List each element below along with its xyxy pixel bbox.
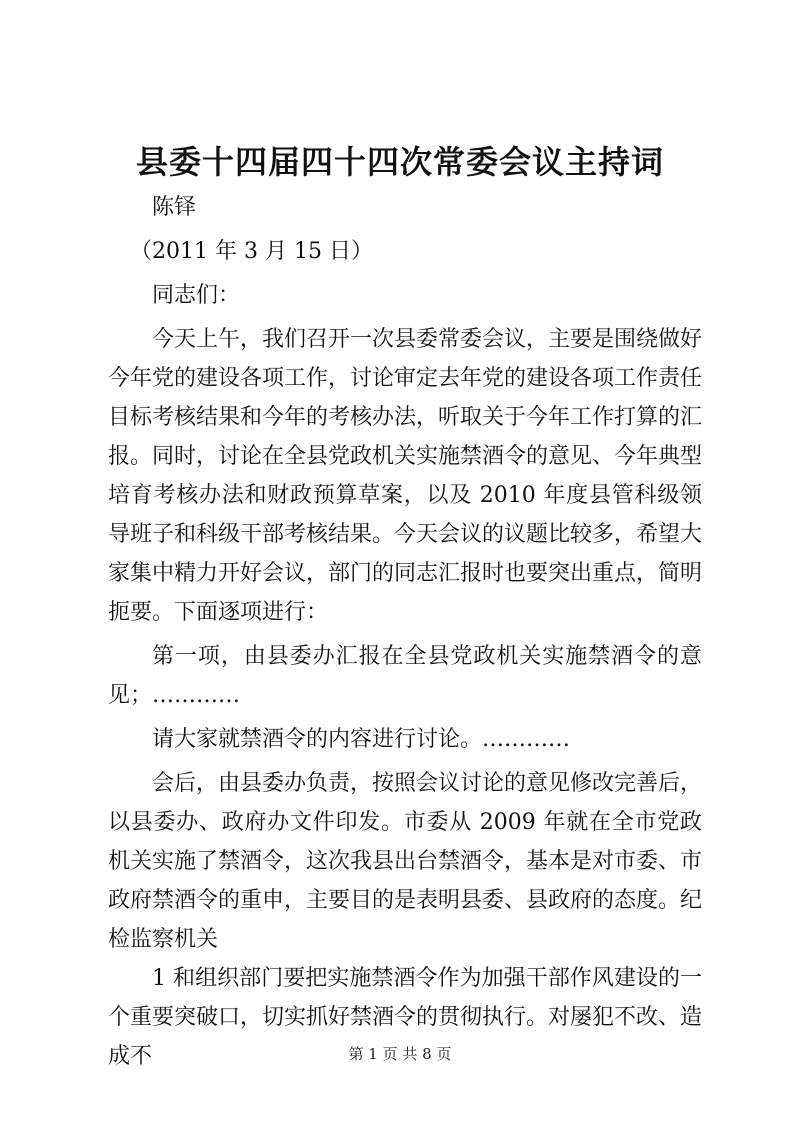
document-title: 县委十四届四十四次常委会议主持词 xyxy=(135,143,664,181)
author-line: 陈铎 xyxy=(152,195,197,220)
date-line: （2011 年 3 月 15 日） xyxy=(130,239,373,264)
paragraph-1: 今天上午，我们召开一次县委常委会议，主要是围绕做好今年党的建设各项工作，讨论审定去年党的建设各项工作责任目标考核结果和今年的考核办法，听取关于今年工作打算的汇报。同时，讨论在全县党政机关实施禁酒令的意见、今年典型培育考核办法和财政预算草案，以及 2010 年度县管科级领导班子和科级干部考核结果。今天会议的议题比较多，希望大家集中精力开好会议，部门的同志汇报时也要突出重点，简明扼要。下面逐项进行： xyxy=(108,327,703,625)
paragraph-5: 1 和组织部门要把实施禁酒令作为加强干部作风建设的一个重要突破口，切实抓好禁酒令的贯彻执行。对屡犯不改、造成不 xyxy=(108,966,703,1069)
salutation: 同志们： xyxy=(152,283,241,308)
paragraph-3: 请大家就禁酒令的内容进行讨论。………… xyxy=(152,727,571,752)
paragraph-2: 第一项，由县委办汇报在全县党政机关实施禁酒令的意见；………… xyxy=(108,644,702,708)
page-footer: 第 1 页 共 8 页 xyxy=(348,1045,452,1063)
document-body xyxy=(108,188,702,1076)
paragraph-4: 会后，由县委办负责，按照会议讨论的意见修改完善后，以县委办、政府办文件印发。市委从 2009 年就在全市党政机关实施了禁酒令，这次我县出台禁酒令，基本是对市委、市政府禁酒令的重申，主要目的是表明县委、县政府的态度。纪检监察机关 xyxy=(108,771,703,952)
